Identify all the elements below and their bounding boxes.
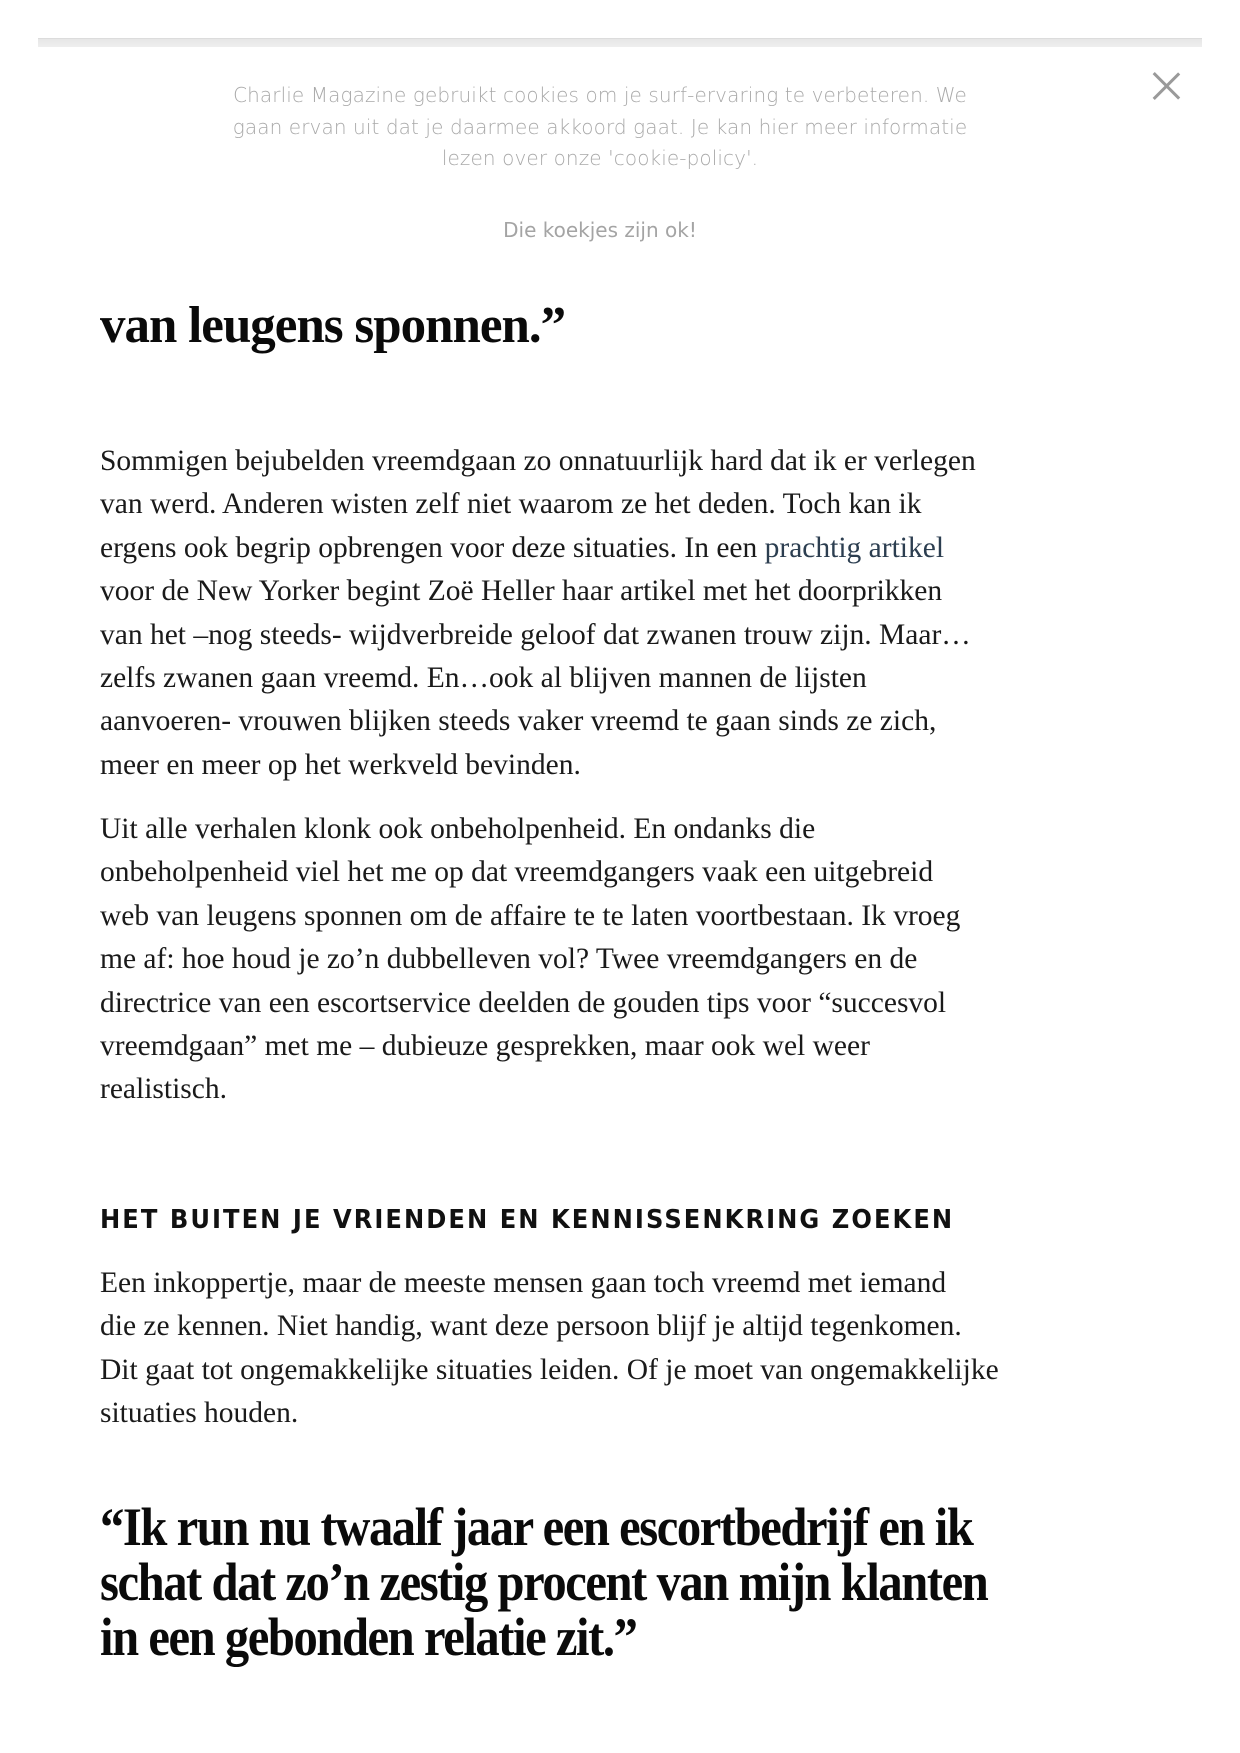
text-line: aanvoeren- vrouwen blijken steeds vaker vreemd te gaan sinds ze zich, <box>100 705 937 738</box>
text-line: van werd. Anderen wisten zelf niet waarom ze het deden. Toch kan ik <box>100 488 922 521</box>
quote-heading: van leugens sponnen.” <box>100 297 566 354</box>
cookie-message-line: Charlie Magazine gebruikt cookies om je surf-ervaring te verbeteren. We <box>233 83 967 107</box>
text-line: situaties houden. <box>100 1397 299 1430</box>
text-line: Uit alle verhalen klonk ook onbeholpenheid. En ondanks die <box>100 813 816 845</box>
section-subheading: HET BUITEN JE VRIENDEN EN KENNISSENKRING ZOEKEN <box>100 1205 955 1235</box>
cookie-message <box>190 80 1010 175</box>
paragraph-1 <box>100 440 1160 787</box>
text-line: vreemdgaan” met me – dubieuze gesprekken, maar ook wel weer <box>100 1030 870 1063</box>
text-line-prefix: ergens ook begrip opbrengen voor deze situaties. In een <box>100 531 765 564</box>
text-line: me af: hoe houd je zo’n dubbelleven vol? Twee vreemdgangers en de <box>100 943 918 976</box>
cookie-message-line[interactable]: lezen over onze 'cookie-policy'. <box>441 146 759 170</box>
close-icon[interactable] <box>1150 70 1182 102</box>
article-link[interactable]: prachtig artikel <box>764 531 945 564</box>
text-line <box>100 527 1160 570</box>
pull-quote <box>100 1497 1090 1667</box>
pull-quote-line: “Ik run nu twaalf jaar een escortbedrijf en ik <box>100 1497 973 1557</box>
text-line: directrice van een escortservice deelden de gouden tips voor “succesvol <box>100 986 947 1019</box>
accept-cookies-button[interactable]: Die koekjes zijn ok! <box>503 218 697 242</box>
cookie-message-line: gaan ervan uit dat je daarmee akkoord gaat. Je kan hier meer informatie <box>232 114 968 139</box>
text-line: voor de New Yorker begint Zoë Heller haar artikel met het doorprikken <box>100 575 943 608</box>
text-line: van het –nog steeds- wijdverbreide geloof dat zwanen trouw zijn. Maar… <box>100 618 971 651</box>
text-line: meer en meer op het werkveld bevinden. <box>100 748 581 781</box>
text-line: zelfs zwanen gaan vreemd. En…ook al blijven mannen de lijsten <box>100 662 867 695</box>
text-line: Een inkoppertje, maar de meeste mensen gaan toch vreemd met iemand <box>100 1267 947 1299</box>
text-line: die ze kennen. Niet handig, want deze persoon blijf je altijd tegenkomen. <box>100 1310 962 1343</box>
text-line: Sommigen bejubelden vreemdgaan zo onnatuurlijk hard dat ik er verlegen <box>100 445 976 477</box>
paragraph-2 <box>100 808 1160 1112</box>
text-line: onbeholpenheid viel het me op dat vreemdgangers vaak een uitgebreid <box>100 856 934 889</box>
pull-quote-line: in een gebonden relatie zit.” <box>100 1607 637 1667</box>
pull-quote-line: schat dat zo’n zestig procent van mijn klanten <box>100 1552 988 1612</box>
text-line: web van leugens sponnen om de affaire te te laten voortbestaan. Ik vroeg <box>100 899 961 932</box>
text-line: Dit gaat tot ongemakkelijke situaties leiden. Of je moet van ongemakkelijke <box>100 1353 999 1386</box>
text-line: realistisch. <box>100 1073 227 1106</box>
paragraph-3 <box>100 1262 1160 1436</box>
